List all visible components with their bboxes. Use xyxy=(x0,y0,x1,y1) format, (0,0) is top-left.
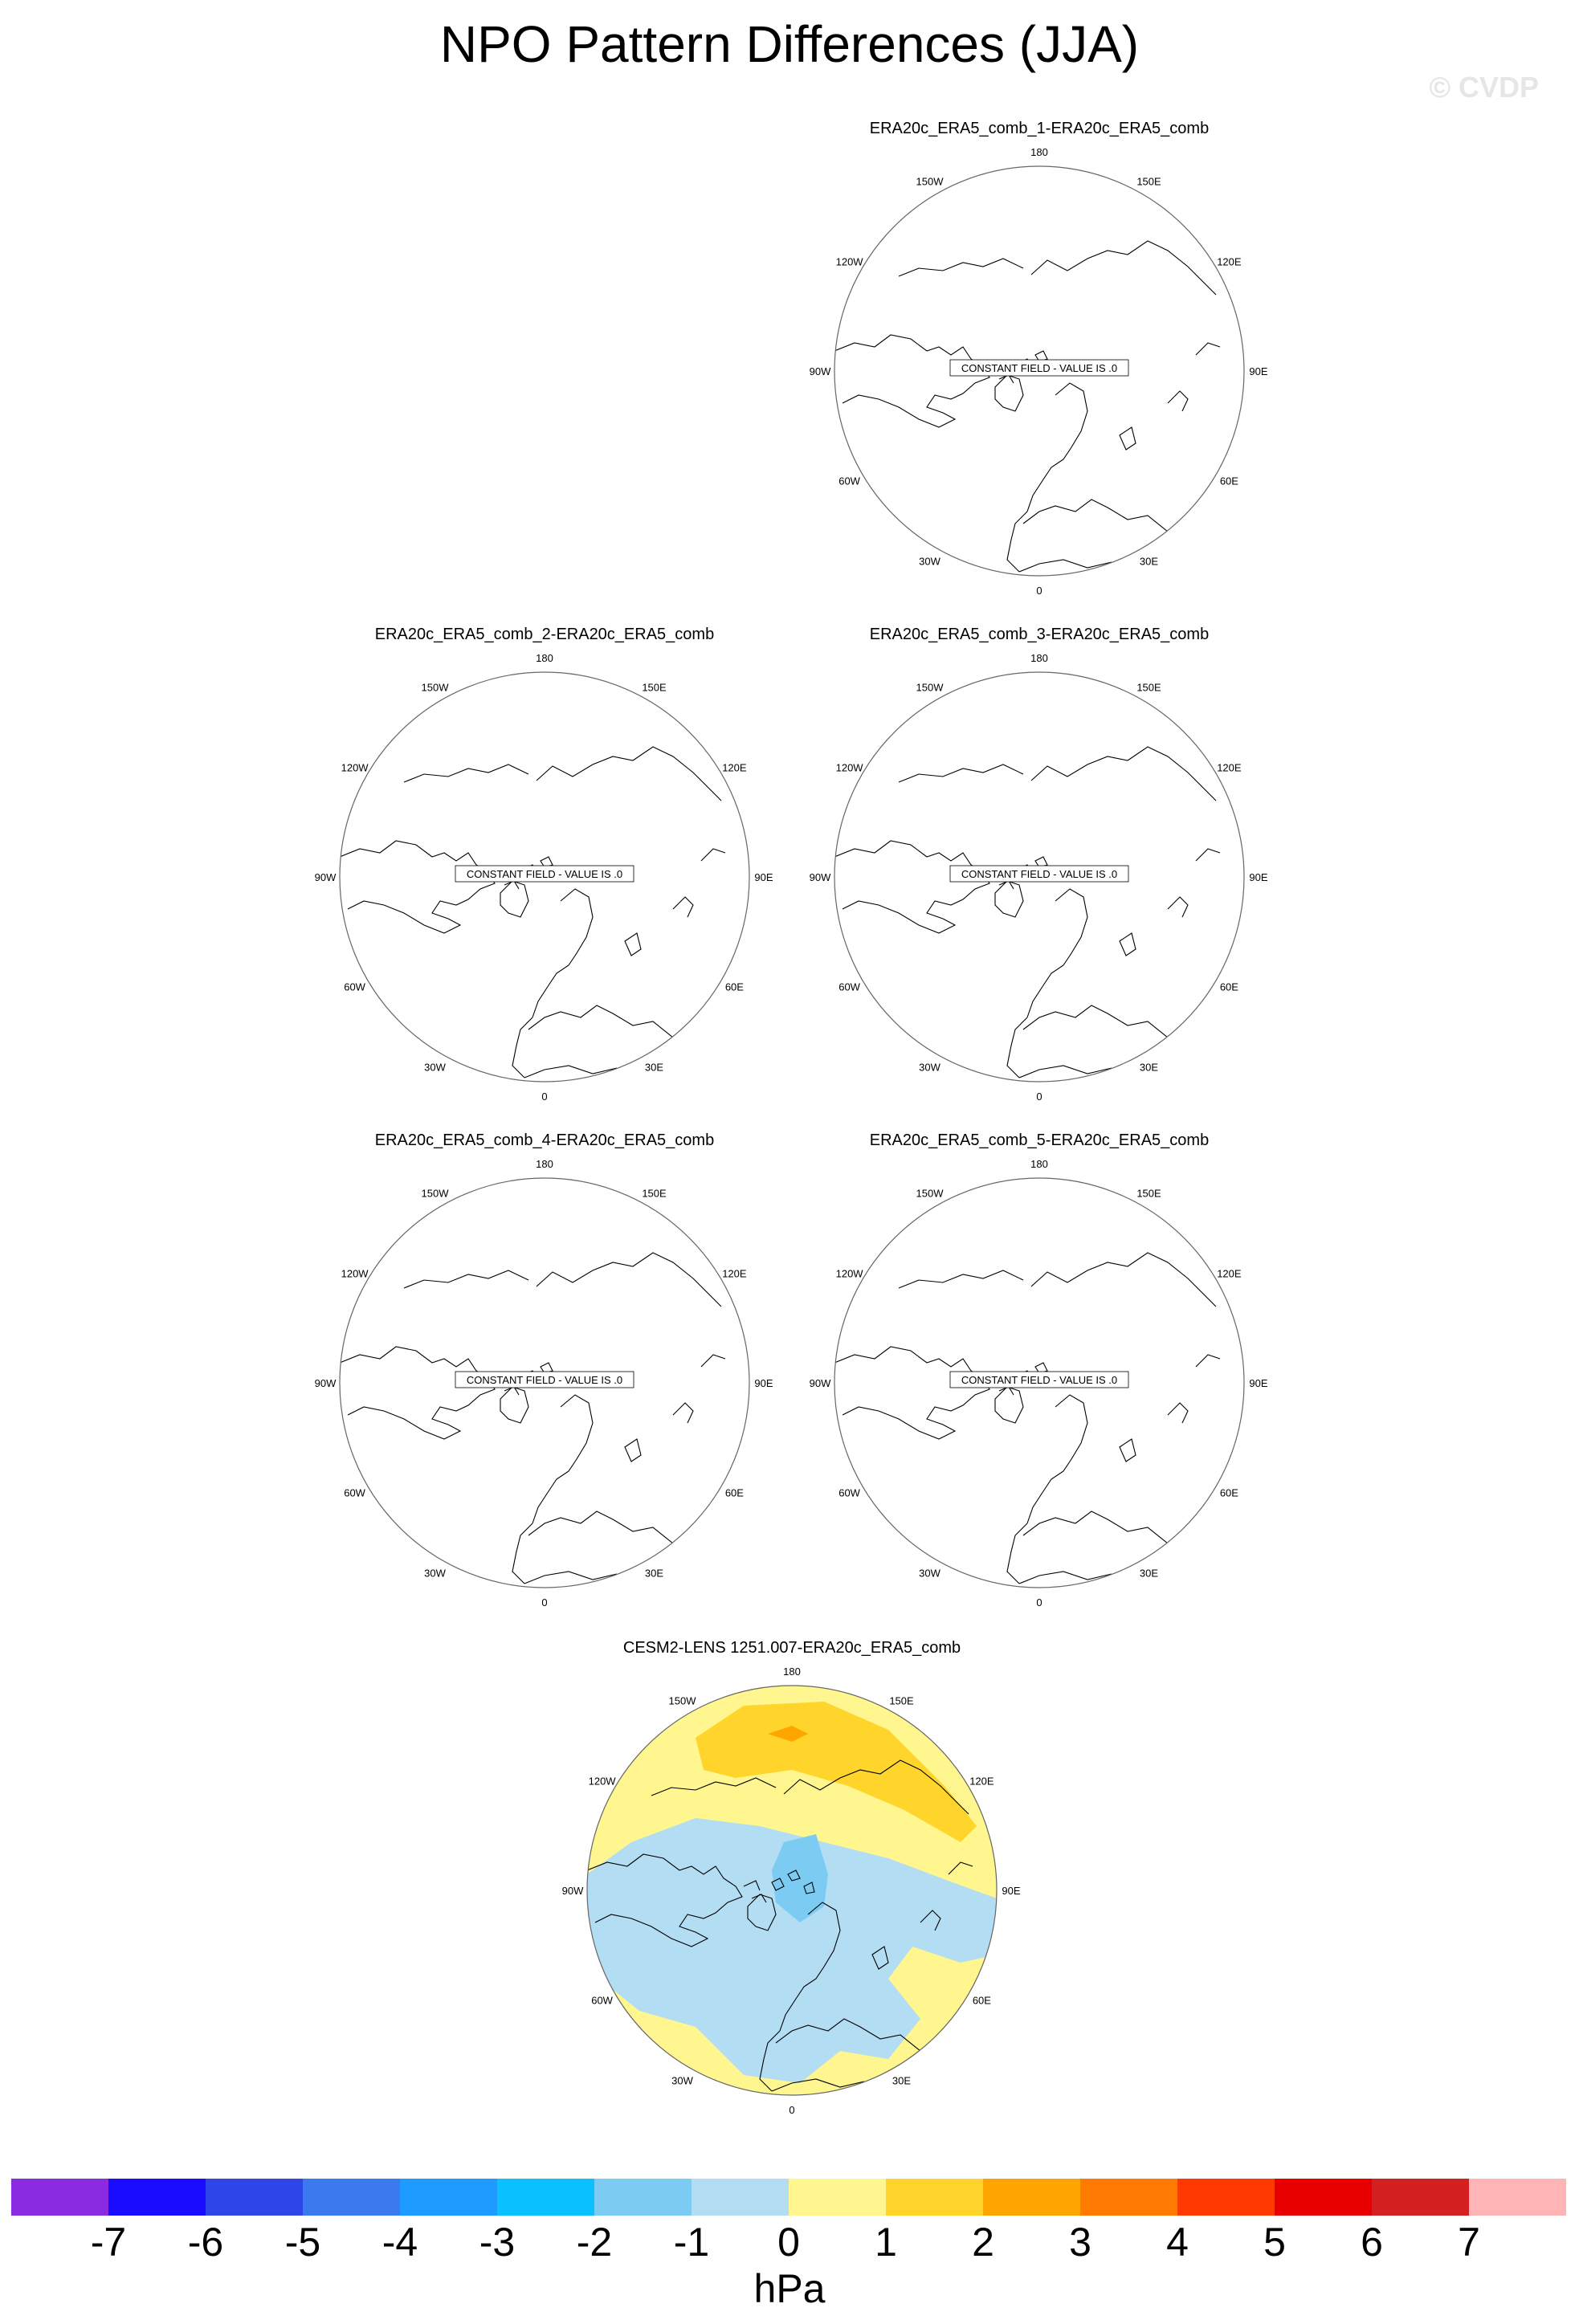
longitude-label: 150E xyxy=(1136,1187,1161,1200)
map-panel-5 xyxy=(790,1131,1288,1613)
map-content xyxy=(834,1253,1220,1584)
longitude-label: 90W xyxy=(809,1377,831,1389)
coastline-segment xyxy=(1027,383,1087,512)
longitude-label: 150W xyxy=(668,1694,696,1707)
coastline-segment xyxy=(537,747,721,801)
colorbar-swatch xyxy=(886,2179,983,2216)
longitude-label: 0 xyxy=(1036,1596,1042,1608)
coastline-segment xyxy=(1031,1253,1216,1307)
longitude-label: 120E xyxy=(722,761,747,774)
longitude-label: 60E xyxy=(724,981,744,993)
longitude-label: 90E xyxy=(754,871,773,883)
polar-map xyxy=(296,1150,794,1613)
longitude-label: 120W xyxy=(835,255,863,268)
coastline-segment xyxy=(1019,560,1112,572)
map-content xyxy=(834,747,1220,1078)
coastline-segment xyxy=(1120,933,1136,956)
longitude-label: 30E xyxy=(1139,1061,1159,1074)
map-panel-2 xyxy=(296,625,794,1107)
colorbar-tick-label: -3 xyxy=(479,2220,516,2265)
colorbar-tick-label: 6 xyxy=(1361,2220,1383,2265)
constant-field-box xyxy=(455,1372,634,1388)
coastline-segment xyxy=(404,764,528,782)
panel-title: ERA20c_ERA5_comb_4-ERA20c_ERA5_comb xyxy=(374,1131,715,1149)
longitude-label: 0 xyxy=(1036,1091,1042,1103)
longitude-label: 90E xyxy=(1249,871,1268,883)
longitude-label: 150E xyxy=(889,1694,914,1707)
panel-title: ERA20c_ERA5_comb_3-ERA20c_ERA5_comb xyxy=(869,626,1210,643)
coastline-segment xyxy=(500,881,528,917)
colorbar-swatch xyxy=(1275,2179,1372,2216)
longitude-label: 150E xyxy=(1136,175,1161,188)
coastline-segment xyxy=(532,889,593,1017)
longitude-label: 60W xyxy=(838,981,860,993)
coastline-segment xyxy=(1031,747,1216,801)
longitude-label: 0 xyxy=(789,2104,795,2116)
map-panel-6 xyxy=(543,1638,1041,2120)
constant-field-box xyxy=(950,360,1128,376)
longitude-label: 60W xyxy=(344,981,365,993)
colorbar-swatch xyxy=(303,2179,400,2216)
colorbar-swatch xyxy=(1177,2179,1275,2216)
coastline-segment xyxy=(340,841,495,933)
longitude-label: 60W xyxy=(838,1486,860,1499)
coastline-segment xyxy=(1027,889,1087,1017)
coastline-segment xyxy=(1019,1572,1112,1584)
longitude-label: 180 xyxy=(1030,1158,1048,1170)
longitude-label: 0 xyxy=(1036,585,1042,597)
longitude-label: 180 xyxy=(783,1666,801,1678)
coastline-segment xyxy=(701,1355,725,1367)
longitude-label: 30E xyxy=(644,1061,664,1074)
longitude-label: 60E xyxy=(1219,475,1238,487)
longitude-label: 150W xyxy=(916,1187,944,1200)
map-content xyxy=(587,1686,997,2095)
longitude-label: 150W xyxy=(421,1187,449,1200)
longitude-label: 30W xyxy=(919,1061,940,1074)
map-content xyxy=(340,1253,725,1584)
constant-field-label: CONSTANT FIELD - VALUE IS .0 xyxy=(466,1374,623,1386)
colorbar-tick-label: 7 xyxy=(1458,2220,1480,2265)
longitude-label: 60W xyxy=(838,475,860,487)
longitude-label: 180 xyxy=(1030,146,1048,158)
longitude-label: 60E xyxy=(1219,1486,1238,1499)
coastline-segment xyxy=(528,1511,693,1543)
coastline-segment xyxy=(834,1347,989,1439)
longitude-label: 180 xyxy=(1030,652,1048,664)
map-panel-4 xyxy=(296,1131,794,1613)
coastline-segment xyxy=(1168,391,1188,411)
longitude-label: 30W xyxy=(424,1061,446,1074)
coastline-segment xyxy=(1007,512,1027,572)
coastline-segment xyxy=(524,1572,617,1584)
longitude-label: 120W xyxy=(341,1267,369,1280)
coastline-segment xyxy=(1023,1005,1188,1038)
panel-title: CESM2-LENS 1251.007-ERA20c_ERA5_comb xyxy=(622,1639,961,1657)
colorbar-tick-label: 5 xyxy=(1263,2220,1286,2265)
colorbar-swatch xyxy=(108,2179,206,2216)
coastline-segment xyxy=(1168,897,1188,917)
longitude-label: 120E xyxy=(1217,1267,1242,1280)
coastline-segment xyxy=(537,1253,721,1307)
longitude-label: 120E xyxy=(969,1775,994,1788)
longitude-label: 90E xyxy=(754,1377,773,1389)
colorbar-swatch xyxy=(789,2179,886,2216)
colorbar-tick-label: -4 xyxy=(381,2220,418,2265)
longitude-label: 60E xyxy=(724,1486,744,1499)
longitude-label: 90W xyxy=(314,1377,337,1389)
coastline-segment xyxy=(1168,1403,1188,1423)
colorbar-tick-label: -1 xyxy=(673,2220,710,2265)
longitude-label: 0 xyxy=(541,1596,548,1608)
coastline-segment xyxy=(673,897,693,917)
longitude-label: 90W xyxy=(809,365,831,377)
cvdp-watermark: © CVDP xyxy=(1429,71,1539,104)
longitude-label: 30E xyxy=(892,2074,912,2087)
longitude-label: 60E xyxy=(1219,981,1238,993)
figure-title: NPO Pattern Differences (JJA) xyxy=(439,15,1140,73)
coastline-segment xyxy=(995,881,1023,917)
coastline-segment xyxy=(528,1005,693,1038)
coastline-segment xyxy=(834,335,989,427)
panel-title: ERA20c_ERA5_comb_5-ERA20c_ERA5_comb xyxy=(869,1131,1210,1149)
longitude-label: 90E xyxy=(1249,1377,1268,1389)
longitude-label: 120W xyxy=(588,1775,616,1788)
colorbar-tick-label: 0 xyxy=(777,2220,800,2265)
coastlines xyxy=(340,1253,725,1584)
longitude-label: 0 xyxy=(541,1091,548,1103)
longitude-label: 60E xyxy=(972,1994,991,2007)
colorbar-unit-label: hPa xyxy=(753,2266,826,2311)
coastlines xyxy=(340,747,725,1078)
coastline-segment xyxy=(1196,343,1220,355)
coastline-segment xyxy=(532,1395,593,1523)
longitude-label: 90W xyxy=(809,871,831,883)
coastline-segment xyxy=(1023,1511,1188,1543)
coastlines xyxy=(834,747,1220,1078)
coastline-segment xyxy=(1019,1066,1112,1078)
coastline-segment xyxy=(1007,1017,1027,1078)
constant-field-label: CONSTANT FIELD - VALUE IS .0 xyxy=(961,362,1118,374)
longitude-label: 60W xyxy=(344,1486,365,1499)
coastline-segment xyxy=(995,375,1023,411)
coastline-segment xyxy=(673,1403,693,1423)
longitude-label: 30W xyxy=(919,1567,940,1580)
coastlines xyxy=(834,241,1220,572)
constant-field-box xyxy=(950,1372,1128,1388)
longitude-label: 120W xyxy=(835,761,863,774)
longitude-label: 180 xyxy=(536,652,553,664)
colorbar-swatch xyxy=(1080,2179,1177,2216)
constant-field-box xyxy=(950,866,1128,882)
colorbar-swatch xyxy=(1469,2179,1566,2216)
colorbar-swatch xyxy=(983,2179,1080,2216)
longitude-label: 120E xyxy=(1217,255,1242,268)
coastline-segment xyxy=(1027,1395,1087,1523)
constant-field-box xyxy=(455,866,634,882)
longitude-label: 30W xyxy=(919,555,940,568)
coastline-segment xyxy=(899,764,1023,782)
longitude-label: 120W xyxy=(835,1267,863,1280)
colorbar-tick-label: -2 xyxy=(576,2220,613,2265)
longitude-label: 30W xyxy=(671,2074,693,2087)
longitude-label: 120W xyxy=(341,761,369,774)
coastline-segment xyxy=(1007,1523,1027,1584)
longitude-label: 30W xyxy=(424,1567,446,1580)
longitude-label: 90E xyxy=(1002,1885,1021,1897)
coastline-segment xyxy=(899,1270,1023,1288)
map-content xyxy=(340,747,725,1078)
coastline-segment xyxy=(512,1523,532,1584)
polar-map xyxy=(296,644,794,1107)
longitude-label: 150E xyxy=(642,1187,667,1200)
longitude-label: 30E xyxy=(1139,555,1159,568)
longitude-label: 90W xyxy=(561,1885,584,1897)
constant-field-label: CONSTANT FIELD - VALUE IS .0 xyxy=(466,868,623,880)
longitude-label: 60W xyxy=(591,1994,613,2007)
polar-map xyxy=(543,1657,1041,2120)
coastline-segment xyxy=(512,1017,532,1078)
longitude-label: 150W xyxy=(916,681,944,694)
coastline-segment xyxy=(524,1066,617,1078)
coastline-segment xyxy=(899,259,1023,276)
longitude-label: 150W xyxy=(421,681,449,694)
coastline-segment xyxy=(625,933,641,956)
longitude-label: 150E xyxy=(642,681,667,694)
map-panel-3 xyxy=(790,625,1288,1107)
coastline-segment xyxy=(500,1387,528,1423)
coastline-segment xyxy=(1023,499,1188,532)
colorbar-swatch xyxy=(1372,2179,1469,2216)
constant-field-label: CONSTANT FIELD - VALUE IS .0 xyxy=(961,868,1118,880)
colorbar-swatch xyxy=(497,2179,594,2216)
coastline-segment xyxy=(1196,849,1220,861)
colorbar-tick-label: 3 xyxy=(1069,2220,1091,2265)
coastlines xyxy=(834,1253,1220,1584)
longitude-label: 150E xyxy=(1136,681,1161,694)
coastline-segment xyxy=(701,849,725,861)
longitude-label: 30E xyxy=(644,1567,664,1580)
colorbar-tick-label: 1 xyxy=(875,2220,897,2265)
coastline-segment xyxy=(340,1347,495,1439)
map-content xyxy=(834,241,1220,572)
colorbar-tick-label: -6 xyxy=(187,2220,224,2265)
longitude-label: 120E xyxy=(1217,761,1242,774)
colorbar-swatch xyxy=(594,2179,692,2216)
coastline-segment xyxy=(1031,241,1216,295)
panel-title: ERA20c_ERA5_comb_1-ERA20c_ERA5_comb xyxy=(869,120,1210,137)
polar-map xyxy=(790,138,1288,601)
colorbar-swatch xyxy=(692,2179,789,2216)
longitude-label: 90W xyxy=(314,871,337,883)
coastline-segment xyxy=(404,1270,528,1288)
polar-map xyxy=(790,644,1288,1107)
constant-field-label: CONSTANT FIELD - VALUE IS .0 xyxy=(961,1374,1118,1386)
colorbar-tick-label: 2 xyxy=(972,2220,994,2265)
longitude-label: 150W xyxy=(916,175,944,188)
coastline-segment xyxy=(1196,1355,1220,1367)
colorbar-swatch xyxy=(206,2179,303,2216)
coastline-segment xyxy=(995,1387,1023,1423)
coastline-segment xyxy=(834,841,989,933)
colorbar-swatch xyxy=(400,2179,497,2216)
panel-title: ERA20c_ERA5_comb_2-ERA20c_ERA5_comb xyxy=(374,626,715,643)
coastline-segment xyxy=(1120,427,1136,450)
longitude-label: 120E xyxy=(722,1267,747,1280)
colorbar-tick-label: 4 xyxy=(1166,2220,1189,2265)
colorbar xyxy=(11,2179,1566,2216)
colorbar-tick-label: -7 xyxy=(90,2220,127,2265)
colorbar-swatch xyxy=(11,2179,108,2216)
colorbar-tick-label: -5 xyxy=(284,2220,321,2265)
longitude-label: 90E xyxy=(1249,365,1268,377)
polar-map xyxy=(790,1150,1288,1613)
longitude-label: 30E xyxy=(1139,1567,1159,1580)
longitude-label: 180 xyxy=(536,1158,553,1170)
map-panel-1 xyxy=(790,119,1288,601)
coastline-segment xyxy=(1120,1439,1136,1462)
coastline-segment xyxy=(625,1439,641,1462)
